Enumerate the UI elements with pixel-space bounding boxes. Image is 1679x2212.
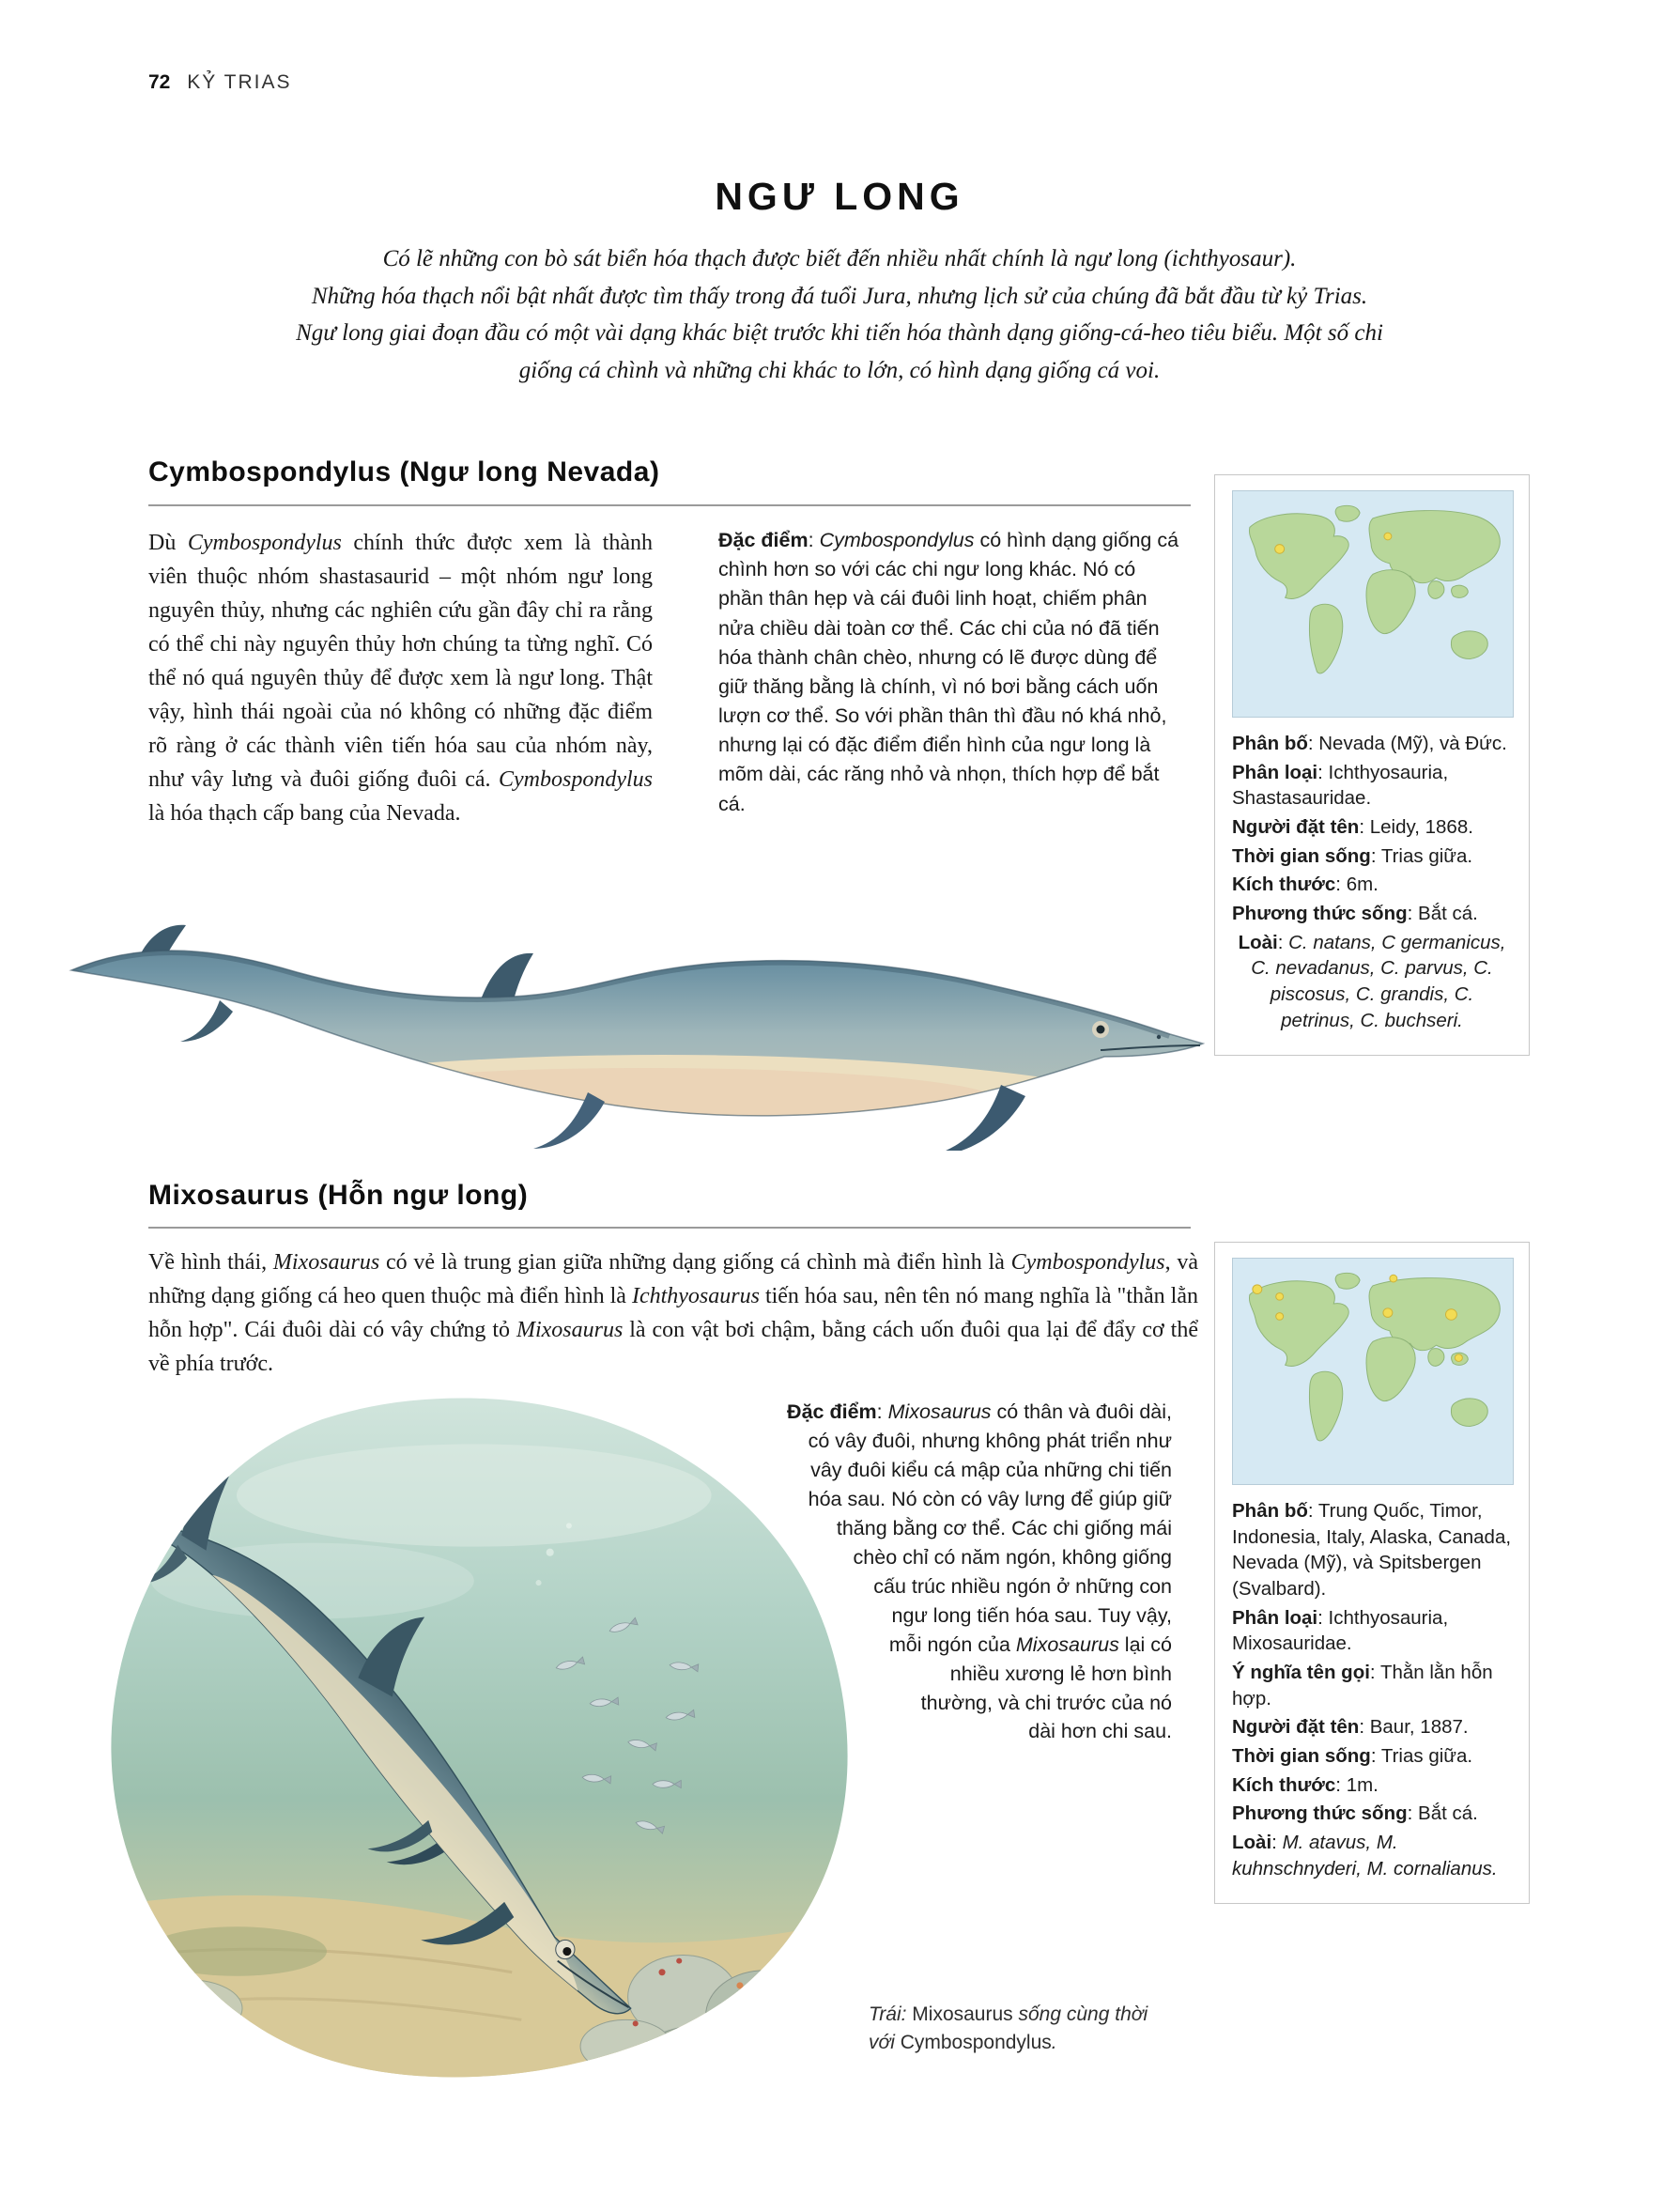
distribution-map-cymbospondylus bbox=[1232, 490, 1514, 718]
species-list: Loài: C. natans, C germanicus, C. nevadanus, C. parvus, C. piscosus, C. grandis, C. petrinus, C. buchseri. bbox=[1238, 931, 1506, 1031]
fact-row: Phân loại: Ichthyosauria, Mixosauridae. bbox=[1232, 1606, 1449, 1655]
map-highlight-canada bbox=[1276, 1292, 1284, 1300]
mixosaurus-intro-text: Về hình thái, Mixosaurus có vẻ là trung gian giữa những dạng giống cá chình mà điển hình là Cymbospondylus, và những dạng giống cá heo quen thuộc mà điển hình là Ichthyosaurus tiến hóa sau, nên tên nó mang nghĩa là "thằn lằn hỗn hợp". Cái đuôi dài có vây chứng tỏ Mixosaurus là con vật bơi chậm, bằng cách uốn đuôi qua lại để đẩy cơ thể về phía trước. bbox=[148, 1250, 1199, 1376]
cymbospondylus-features-text: Đặc điểm: Cymbospondylus có hình dạng giống cá chình hơn so với các chi ngư long khác. Nó có phần thân hẹp và cái đuôi linh hoạt, chiếm phân nửa chiều dài toàn cơ thể. Các chi của nó đã tiến hóa thành chân chèo, nhưng có lẽ được dùng để giữ thăng bằng là chính, vì nó bơi bằng cách uốn lượn cơ thể. So với phần thân thì đầu nó khá nhỏ, nhưng lại có đặc điểm điển hình của ngư long là mõm dài, các răng nhỏ và nhọn, thích hợp để bắt cá. bbox=[718, 529, 1179, 815]
map-highlight-indonesia bbox=[1455, 1354, 1462, 1362]
intro-paragraph bbox=[135, 240, 1544, 389]
chapter-label: KỶ TRIAS bbox=[187, 71, 292, 93]
map-highlight-germany bbox=[1384, 533, 1392, 540]
eye-icon bbox=[1097, 1026, 1105, 1034]
section-heading-cymbospondylus: Cymbospondylus (Ngư long Nevada) bbox=[148, 456, 660, 487]
species-list: Loài: M. atavus, M. kuhnschnyderi, M. cornalianus. bbox=[1232, 1832, 1498, 1879]
running-head bbox=[148, 71, 292, 94]
fact-row: Thời gian sống: Trias giữa. bbox=[1232, 1745, 1473, 1768]
intro-line: Ngư long giai đoạn đầu có một vài dạng khác biệt trước khi tiến hóa thành dạng giống-cá-heo tiêu biểu. Một số chi bbox=[296, 320, 1383, 346]
cymbospondylus-fact-box bbox=[1214, 474, 1530, 1056]
intro-line: giống cá chình và những chi khác to lớn, có hình dạng giống cá voi. bbox=[518, 357, 1161, 383]
nostril bbox=[1157, 1035, 1161, 1039]
map-highlight-svalbard bbox=[1390, 1275, 1397, 1282]
map-highlight-nevada bbox=[1275, 545, 1285, 554]
fact-row: Phân loại: Ichthyosauria, Shastasauridae. bbox=[1232, 761, 1449, 810]
map-highlight-nevada bbox=[1276, 1313, 1284, 1321]
mixosaurus-features-text: Đặc điểm: Mixosaurus có thân và đuôi dài, có vây đuôi, nhưng không phát triển như vây đuôi kiểu cá mập của những chi tiến hóa sau. Nó còn có vây lưng để giúp giữ thăng bằng cơ thể. Các chi giống mái chèo chỉ có năm ngón, không giống cấu trúc nhiều ngón ở những con ngư long tiến hóa sau. Tuy vậy, mỗi ngón của Mixosaurus lại có nhiều xương lẻ hơn bình thường, và chi trước của nó dài hơn chi sau. bbox=[749, 1398, 1172, 1886]
illustration-caption: Trái: Mixosaurus sống cùng thời với Cymbospondylus. bbox=[869, 2003, 1148, 2054]
page-number: 72 bbox=[148, 71, 171, 93]
map-highlight-china bbox=[1445, 1309, 1456, 1321]
distribution-map-mixosaurus bbox=[1232, 1258, 1514, 1485]
cymbospondylus-illustration bbox=[62, 859, 1217, 1151]
page-title: NGƯ LONG bbox=[715, 175, 964, 218]
section-rule bbox=[148, 504, 1191, 506]
section-heading-mixosaurus: Mixosaurus (Hỗn ngư long) bbox=[148, 1180, 529, 1211]
fact-row: Kích thước: 6m. bbox=[1232, 874, 1379, 896]
intro-line: Có lẽ những con bò sát biển hóa thạch được biết đến nhiều nhất chính là ngư long (ichthyosaur). bbox=[382, 246, 1297, 271]
fact-row: Phân bố: Nevada (Mỹ), và Đức. bbox=[1232, 733, 1507, 754]
map-highlight-italy bbox=[1383, 1308, 1393, 1318]
section-rule bbox=[148, 1227, 1191, 1229]
fact-row: Phương thức sống: Bắt cá. bbox=[1232, 1802, 1478, 1825]
fact-row: Ý nghĩa tên gọi: Thằn lằn hỗn hợp. bbox=[1232, 1662, 1493, 1709]
mixosaurus-fact-box bbox=[1214, 1242, 1530, 1904]
fact-row: Người đặt tên: Leidy, 1868. bbox=[1232, 816, 1473, 839]
fact-row: Phân bố: Trung Quốc, Timor, Indonesia, Italy, Alaska, Canada, Nevada (Mỹ), và Spitsbergen (Svalbard). bbox=[1232, 1500, 1512, 1601]
intro-line: Những hóa thạch nổi bật nhất được tìm thấy trong đá tuổi Jura, nhưng lịch sử của chúng đã bắt đầu từ kỷ Trias. bbox=[311, 283, 1368, 309]
pelvic-flipper bbox=[533, 1092, 605, 1149]
map-highlight-alaska bbox=[1253, 1285, 1262, 1294]
fact-row: Phương thức sống: Bắt cá. bbox=[1232, 903, 1478, 925]
fact-row: Kích thước: 1m. bbox=[1232, 1773, 1379, 1796]
eye-icon bbox=[562, 1947, 571, 1956]
cymbospondylus-body-text: Dù Cymbospondylus chính thức được xem là thành viên thuộc nhóm shastasaurid – một nhóm ngư long nguyên thủy, nhưng các nghiên cứu gần đây chỉ ra rằng có thể chi này nguyên thủy hơn chúng ta từng nghĩ. Có thể nó quá nguyên thủy để được xem là ngư long. Thật vậy, hình thái ngoài của nó không có những đặc điểm rõ ràng ở các thành viên tiến hóa sau của nhóm này, như vây lưng và đuôi giống đuôi cá. Cymbospondylus là hóa thạch cấp bang của Nevada. bbox=[148, 531, 653, 826]
fact-row: Người đặt tên: Baur, 1887. bbox=[1232, 1716, 1469, 1739]
fact-row: Thời gian sống: Trias giữa. bbox=[1232, 844, 1473, 867]
ventral-tail-fin bbox=[180, 1000, 233, 1042]
